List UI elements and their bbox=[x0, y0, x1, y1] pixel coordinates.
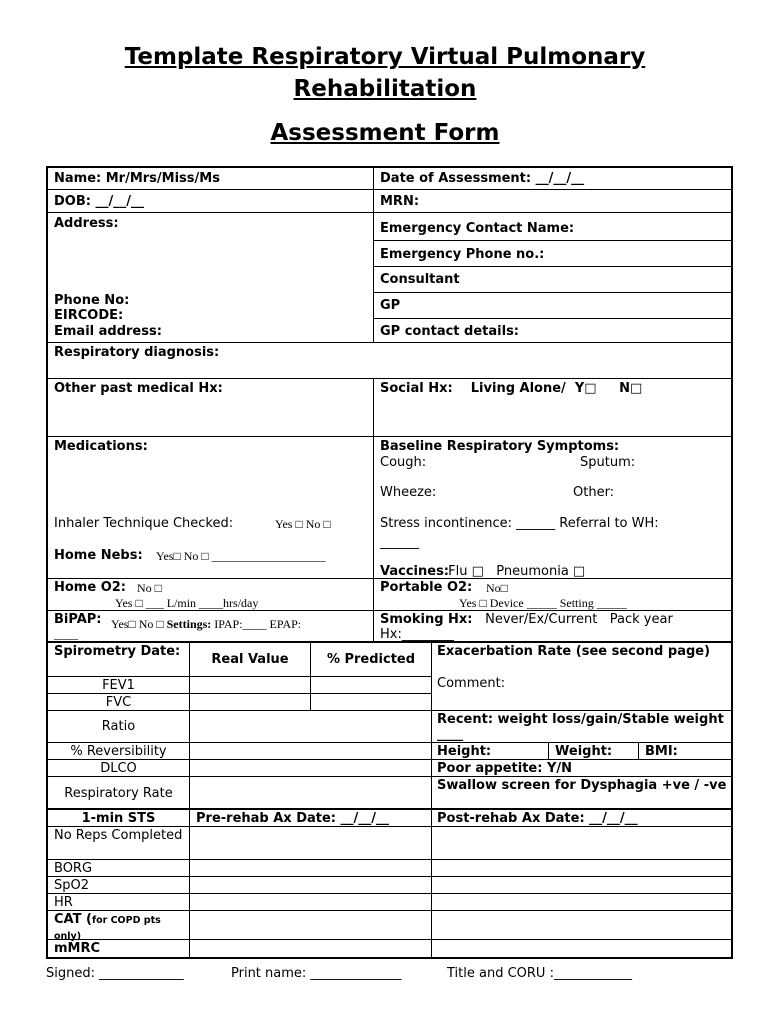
home-nebs-checkbox[interactable]: Yes□ No □ ___________________ bbox=[156, 549, 326, 563]
email-field[interactable]: Email address: bbox=[54, 324, 162, 339]
home-o2-details[interactable]: Yes □ ___ L/min ____hrs/day bbox=[115, 596, 259, 610]
spirometry-row-reversibility: % Reversibility bbox=[70, 744, 167, 759]
poor-appetite-field[interactable]: Poor appetite: Y/N bbox=[437, 761, 572, 776]
exacerbation-comment-field[interactable]: Comment: bbox=[437, 676, 506, 691]
smoking-hx-options[interactable]: Never/Ex/Current Pack year bbox=[481, 612, 673, 627]
phone-field[interactable]: Phone No: bbox=[54, 293, 130, 308]
inhaler-technique-checkbox[interactable]: Yes □ No □ bbox=[275, 517, 331, 531]
inhaler-technique-label: Inhaler Technique Checked: bbox=[54, 516, 234, 531]
bipap-line2[interactable]: ____ bbox=[54, 627, 78, 641]
date-of-assessment-field[interactable]: Date of Assessment: __/__/__ bbox=[380, 171, 585, 186]
medications-field[interactable]: Medications: bbox=[54, 439, 148, 454]
spirometry-row-respiratory-rate: Respiratory Rate bbox=[64, 786, 173, 801]
home-o2-no-checkbox[interactable]: No □ bbox=[137, 581, 162, 595]
other-symptom-field[interactable]: Other: bbox=[573, 485, 615, 500]
social-hx-field[interactable]: Social Hx: Living Alone/ Y□ N□ bbox=[380, 381, 643, 396]
eircode-field[interactable]: EIRCODE: bbox=[54, 308, 124, 323]
consultant-field[interactable]: Consultant bbox=[380, 272, 460, 287]
sts-row-no-reps: No Reps Completed bbox=[54, 828, 183, 843]
portable-o2-details[interactable]: Yes □ Device _____ Setting _____ bbox=[459, 596, 627, 610]
height-field[interactable]: Height: bbox=[437, 744, 492, 759]
wheeze-field[interactable]: Wheeze: bbox=[380, 485, 437, 500]
spirometry-row-fvc: FVC bbox=[105, 695, 132, 710]
title-coru-field[interactable]: Title and CORU :____________ bbox=[447, 966, 632, 981]
spirometry-date-header: Spirometry Date: bbox=[54, 644, 181, 659]
pre-rehab-date-field[interactable]: Pre-rehab Ax Date: __/__/__ bbox=[196, 811, 390, 826]
real-value-header: Real Value bbox=[211, 652, 289, 667]
portable-o2-no-checkbox[interactable]: No□ bbox=[486, 581, 508, 595]
form-subtitle: Assessment Form bbox=[270, 120, 500, 146]
spirometry-row-ratio: Ratio bbox=[101, 719, 136, 734]
bipap-label: BiPAP: bbox=[54, 612, 102, 627]
spirometry-row-dlco: DLCO bbox=[100, 761, 137, 776]
stress-incontinence-field[interactable]: Stress incontinence: ______ Referral to WH: bbox=[380, 516, 659, 531]
mrn-field[interactable]: MRN: bbox=[380, 194, 420, 209]
cough-field[interactable]: Cough: bbox=[380, 455, 427, 470]
bipap-options[interactable]: Yes□ No □ bbox=[111, 617, 167, 631]
bmi-field[interactable]: BMI: bbox=[645, 744, 678, 759]
home-o2-label: Home O2: bbox=[54, 580, 126, 595]
form-title-line2: Rehabilitation bbox=[293, 76, 477, 102]
gp-contact-field[interactable]: GP contact details: bbox=[380, 324, 520, 339]
portable-o2-label: Portable O2: bbox=[380, 580, 473, 595]
emergency-contact-name-field[interactable]: Emergency Contact Name: bbox=[380, 221, 575, 236]
sts-row-hr: HR bbox=[54, 895, 73, 910]
pack-year-field[interactable]: Hx:________ bbox=[380, 627, 454, 642]
address-field[interactable]: Address: bbox=[54, 216, 119, 231]
baseline-symptoms-heading: Baseline Respiratory Symptoms: bbox=[380, 439, 620, 454]
bipap-ipap-epap[interactable]: IPAP:____ EPAP: bbox=[211, 617, 302, 631]
name-field[interactable]: Name: Mr/Mrs/Miss/Ms bbox=[54, 171, 220, 186]
spirometry-row-fev1: FEV1 bbox=[102, 678, 135, 693]
smoking-hx-label: Smoking Hx: bbox=[380, 612, 473, 627]
recent-weight-field[interactable]: Recent: weight loss/gain/Stable weight ____ bbox=[437, 712, 724, 742]
respiratory-diagnosis-field[interactable]: Respiratory diagnosis: bbox=[54, 345, 220, 360]
exacerbation-rate-field[interactable]: Exacerbation Rate (see second page) bbox=[437, 644, 711, 659]
sts-row-mmrc: mMRC bbox=[54, 941, 101, 956]
weight-field[interactable]: Weight: bbox=[555, 744, 613, 759]
gp-field[interactable]: GP bbox=[380, 298, 401, 313]
dob-field[interactable]: DOB: __/__/__ bbox=[54, 194, 144, 209]
signed-field[interactable]: Signed: _____________ bbox=[46, 966, 184, 981]
post-rehab-date-field[interactable]: Post-rehab Ax Date: __/__/__ bbox=[437, 811, 638, 826]
vaccines-label: Vaccines: bbox=[380, 564, 449, 579]
swallow-screen-field[interactable]: Swallow screen for Dysphagia +ve / -ve bbox=[437, 778, 727, 793]
sts-row-spo2: SpO2 bbox=[54, 878, 90, 893]
form-title-line1: Template Respiratory Virtual Pulmonary bbox=[124, 44, 646, 70]
referral-wh-field[interactable]: ______ bbox=[380, 535, 419, 550]
sputum-field[interactable]: Sputum: bbox=[580, 455, 636, 470]
emergency-phone-field[interactable]: Emergency Phone no.: bbox=[380, 247, 545, 262]
cat-label: CAT ( bbox=[54, 912, 92, 927]
cat-note: for COPD pts only) bbox=[54, 915, 161, 942]
other-past-medical-field[interactable]: Other past medical Hx: bbox=[54, 381, 223, 396]
print-name-field[interactable]: Print name: ______________ bbox=[231, 966, 402, 981]
one-min-sts-header: 1-min STS bbox=[81, 811, 156, 826]
home-nebs-label: Home Nebs: bbox=[54, 548, 143, 563]
percent-predicted-header: % Predicted bbox=[326, 652, 416, 667]
bipap-settings[interactable] bbox=[111, 613, 301, 632]
bipap-settings-label: Settings: bbox=[166, 617, 212, 631]
vaccines-checkbox[interactable]: Flu □ Pneumonia □ bbox=[444, 564, 586, 579]
sts-row-borg: BORG bbox=[54, 861, 93, 876]
sts-row-cat bbox=[54, 911, 186, 943]
